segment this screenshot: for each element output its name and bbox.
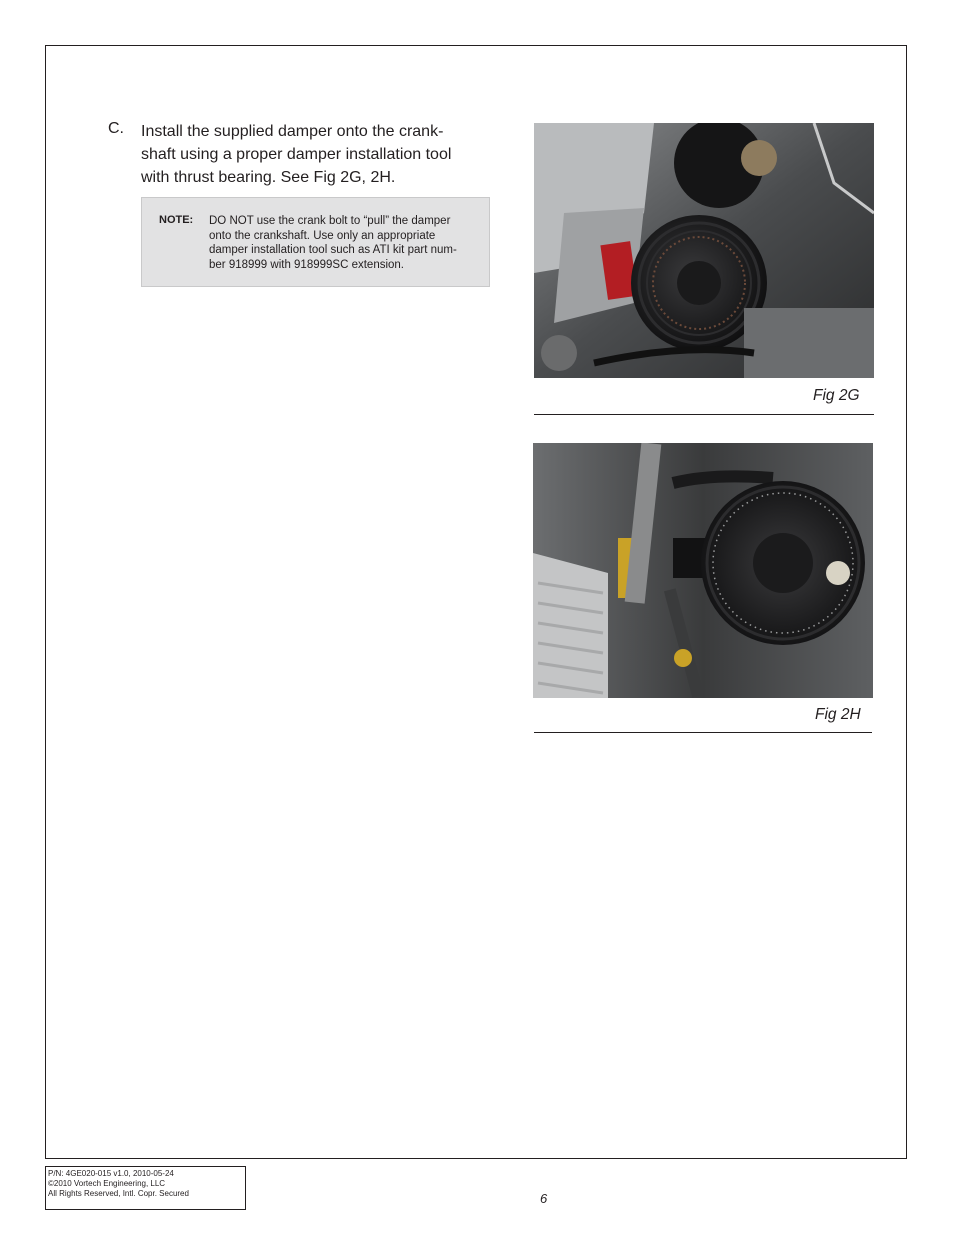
page-number: 6 bbox=[540, 1191, 548, 1206]
note-line: DO NOT use the crank bolt to “pull” the damper bbox=[209, 215, 451, 227]
footer-line: P/N: 4GE020-015 v1.0, 2010-05-24 bbox=[48, 1169, 174, 1178]
step-line: shaft using a proper damper installation tool bbox=[141, 146, 452, 163]
footer-part-info bbox=[45, 1166, 246, 1210]
step-instruction bbox=[141, 120, 491, 189]
note-text bbox=[209, 214, 474, 272]
note-label: NOTE: bbox=[159, 214, 194, 226]
fig-2h-photo bbox=[533, 443, 873, 698]
step-letter: C. bbox=[108, 120, 124, 137]
footer-line: All Rights Reserved, Intl. Copr. Secured bbox=[48, 1189, 189, 1198]
fig-caption: Fig 2H bbox=[815, 706, 861, 723]
note-line: ber 918999 with 918999SC extension. bbox=[209, 258, 405, 271]
fig-2g-photo bbox=[534, 123, 874, 378]
fig-caption: Fig 2G bbox=[813, 387, 860, 404]
note-box bbox=[141, 197, 490, 287]
fig-caption-rule bbox=[534, 732, 872, 733]
step-line: with thrust bearing. See Fig 2G, 2H. bbox=[141, 169, 396, 186]
step-line: Install the supplied damper onto the crank- bbox=[141, 123, 444, 140]
note-line: onto the crankshaft. Use only an appropriate bbox=[209, 229, 436, 242]
note-line: damper installation tool such as ATI kit part num- bbox=[209, 244, 457, 256]
fig-caption-rule bbox=[534, 414, 874, 415]
footer-line: ©2010 Vortech Engineering, LLC bbox=[48, 1179, 166, 1188]
